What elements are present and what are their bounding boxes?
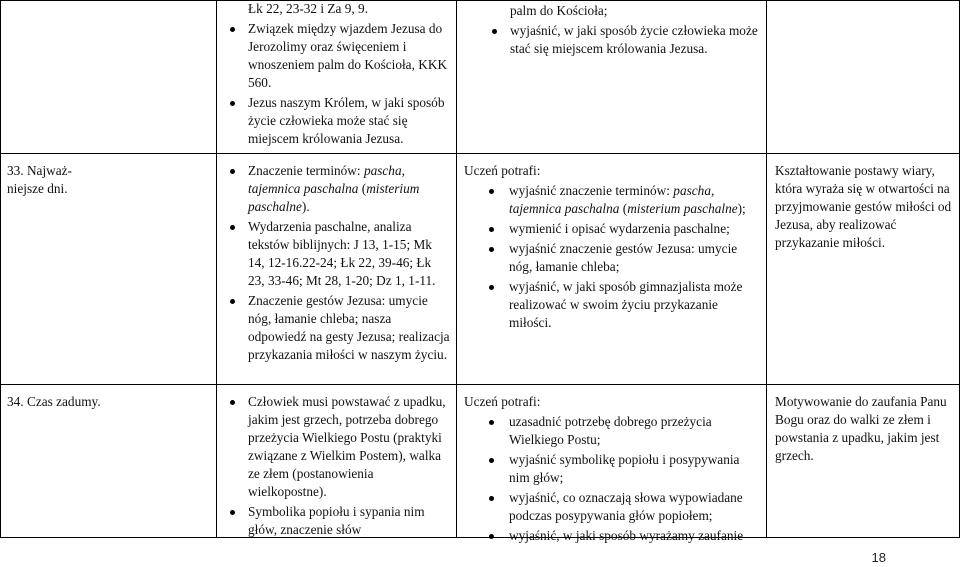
aims-list [464,182,762,332]
list-item [230,393,452,501]
top-content-list [230,0,450,148]
attitudes-text: Motywowanie do zaufania Panu Bogu oraz do walki ze złem i powstania z upadku, jakim jest grzech. [775,394,947,463]
lesson-34-aims [464,393,762,545]
list-item [464,527,762,545]
bullet-icon [489,420,494,425]
bullet-icon [489,189,494,194]
list-item [464,278,762,332]
row-divider-2 [0,384,960,385]
aims-heading: Uczeń potrafi: [464,163,541,178]
list-item [464,489,762,525]
col-border-1 [216,0,217,538]
item-text: Jezus naszym Królem, w jaki sposób życie człowieka może stać się miejscem królowania Jezusa. [248,95,445,146]
bullet-icon [230,400,235,405]
aims-line: palm do Kościoła; [510,3,608,18]
row-divider-1 [0,153,960,154]
item-text: Łk 22, 23-32 i Za 9, 9. [248,1,369,16]
col-border-2 [456,0,457,538]
item-text: wyjaśnić symbolikę popiołu i posypywania nim głów; [509,452,740,485]
bullet-icon [489,458,494,463]
bullet-icon [489,285,494,290]
item-text: wyjaśnić, w jaki sposób życie człowieka może stać się miejscem królowania Jezusa. [510,23,758,56]
lesson-33-title [7,162,147,198]
top-aims-cell [478,2,762,58]
bullet-icon [489,534,494,539]
bullet-icon [230,510,235,515]
list-item [478,22,762,58]
list-item [230,503,452,539]
item-text: wyjaśnić, w jaki sposób wyrażamy zaufanie [509,528,744,543]
lesson-33-aims [464,162,762,332]
list-item [464,451,762,487]
table-top-border [0,0,960,1]
aims-heading: Uczeń potrafi: [464,394,541,409]
top-aims-list [478,22,762,58]
bullet-icon [230,299,235,304]
content-list [230,162,450,364]
content-list [230,393,452,539]
item-text: Znaczenie gestów Jezusa: umycie nóg, łamanie chleba; nasza odpowiedź na gesty Jezusa; realizacja przykazania miłości w naszym życiu. [248,293,450,362]
list-item [464,240,762,276]
list-item [230,20,450,92]
item-text: uzasadnić potrzebę dobrego przeżycia Wielkiego Postu; [509,414,712,447]
lesson-34-content [230,393,452,539]
lesson-33-attitudes [775,162,955,252]
item-text: wyjaśnić, w jaki sposób gimnazjalista może realizować w swoim życiu przykazanie miłości. [509,279,743,330]
lesson-34-title [7,393,207,411]
list-item [230,292,450,364]
list-item [230,94,450,148]
lesson-title-text: 33. Najważ-niejsze dni. [7,163,72,196]
bullet-icon [489,227,494,232]
lesson-title-text: 34. Czas zadumy. [7,394,101,409]
list-item [464,220,762,238]
col-border-3 [766,0,767,538]
bullet-icon [230,27,235,32]
item-text: wymienić i opisać wydarzenia paschalne; [509,221,730,236]
bullet-icon [230,101,235,106]
list-item [230,0,450,18]
lesson-33-content [230,162,450,364]
bullet-icon [230,169,235,174]
list-item: wyjaśnić znaczenie terminów: pascha, tajemnica paschalna (misterium paschalne); [464,182,762,218]
list-item: Znaczenie terminów: pascha, tajemnica paschalna (misterium paschalne). [230,162,450,216]
item-text: wyjaśnić znaczenie gestów Jezusa: umycie nóg, łamanie chleba; [509,241,738,274]
item-text: Wydarzenia paschalne, analiza tekstów biblijnych: J 13, 1-15; Mk 14, 12-16.22-24; Łk 22, 39-46; Łk 23, 33-46; Mt 28, 1-20; Dz 1, 1-11. [248,219,436,288]
bullet-icon [489,496,494,501]
bullet-icon [489,247,494,252]
top-content-cell [230,0,450,148]
aims-list [464,413,762,545]
item-text: Symbolika popiołu i sypania nim głów, znaczenie słów [248,504,425,537]
item-text: Związek między wjazdem Jezusa do Jerozolimy oraz święceniem i wnoszeniem palm do Kościoła, KKK 560. [248,21,448,90]
item-text: Człowiek musi powstawać z upadku, jakim jest grzech, potrzeba dobrego przeżycia Wielkiego Postu (praktyki związane z Wielkim Postem), walka ze złem (postanowienia wielkopostne). [248,394,446,499]
list-item [464,413,762,449]
list-item [230,218,450,290]
col-border-0 [0,0,1,538]
page-number: 18 [871,550,886,565]
lesson-34-attitudes [775,393,955,465]
attitudes-text: Kształtowanie postawy wiary, która wyraża się w otwartości na przyjmowanie gestów miłości od Jezusa, aby realizować przykazanie miłości. [775,163,952,250]
bullet-icon [492,29,497,34]
item-text: wyjaśnić, co oznaczają słowa wypowiadane podczas posypywania głów popiołem; [509,490,743,523]
bullet-icon [230,225,235,230]
